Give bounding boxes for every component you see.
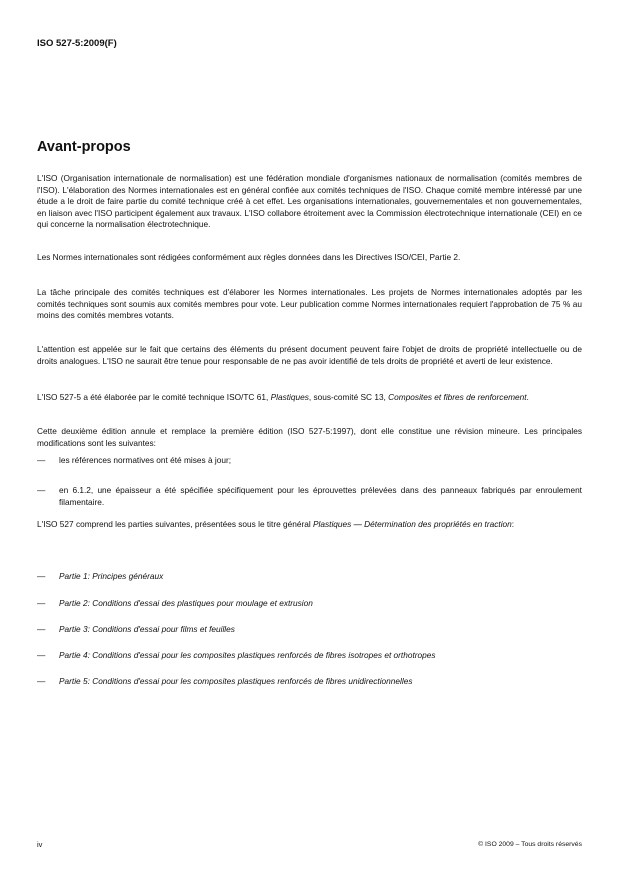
list-item [37, 455, 582, 467]
paragraph-parts [37, 519, 582, 531]
part-title: Partie 2: Conditions d'essai des plastiques pour moulage et extrusion [59, 598, 313, 608]
part-list-item [37, 598, 582, 610]
part-list-item [37, 650, 582, 662]
dash-bullet: — [37, 598, 46, 608]
part-list-item [37, 571, 582, 583]
document-id-header: ISO 527-5:2009(F) [37, 38, 117, 49]
list-item [37, 485, 582, 508]
dash-bullet: — [37, 650, 46, 660]
list-item-text: en 6.1.2, une épaisseur a été spécifiée spécifiquement pour les éprouvettes prélevées dans des panneaux fabriqués par enroulement filamentaire. [59, 485, 582, 507]
text: L'ISO 527-5 a été élaborée par le comité technique ISO/TC 61, [37, 392, 271, 402]
page-number: iv [37, 840, 43, 849]
italic-text: Plastiques [270, 392, 309, 402]
paragraph-committee [37, 392, 582, 404]
part-title: Partie 1: Principes généraux [59, 571, 164, 581]
dash-bullet: — [37, 455, 46, 465]
dash-bullet: — [37, 571, 46, 581]
text: L'ISO 527 comprend les parties suivantes, présentées sous le titre général [37, 519, 313, 529]
italic-text: Plastiques — Détermination des propriétés en traction [313, 519, 512, 529]
part-title: Partie 3: Conditions d'essai pour films et feuilles [59, 624, 235, 634]
dash-bullet: — [37, 485, 46, 495]
italic-text: Composites et fibres de renforcement [388, 392, 527, 402]
part-list-item [37, 676, 582, 688]
dash-bullet: — [37, 624, 46, 634]
text: . [526, 392, 529, 402]
paragraph-technical-committees: La tâche principale des comités techniques est d'élaborer les Normes internationales. Les projets de Normes internationales adoptés par les comités techniques sont soumis aux comités membres pour vote. Leur publication comme Normes internationales requiert l'approbation de 75 % au moins des comités membres votants. [37, 287, 582, 321]
dash-bullet: — [37, 676, 46, 686]
part-title: Partie 4: Conditions d'essai pour les composites plastiques renforcés de fibres isotropes et orthotropes [59, 650, 436, 660]
copyright-notice: © ISO 2009 – Tous droits réservés [478, 841, 582, 848]
paragraph-directives: Les Normes internationales sont rédigées conformément aux règles données dans les Directives ISO/CEI, Partie 2. [37, 252, 461, 262]
part-list-item [37, 624, 582, 636]
paragraph-iso-intro: L'ISO (Organisation internationale de normalisation) est une fédération mondiale d'organismes nationaux de normalisation (comités membres de l'ISO). L'élaboration des Normes internationales est en général confiée aux comités techniques de l'ISO. Chaque comité membre intéressé par une étude a le droit de faire partie du comité technique créé à cet effet. Les organisations internationales, gouvernementales et non gouvernementales, en liaison avec l'ISO participent également aux travaux. L'ISO collabore étroitement avec la Commission électrotechnique internationale (CEI) en ce qui concerne la normalisation électrotechnique. [37, 173, 582, 230]
text: : [511, 519, 515, 529]
paragraph-patent-rights: L'attention est appelée sur le fait que certains des éléments du présent document peuvent faire l'objet de droits de propriété intellectuelle ou de droits analogues. L'ISO ne saurait être tenue pour responsable de ne pas avoir identifié de tels droits de propriété et averti de leur existence. [37, 344, 582, 366]
list-item-text: les références normatives ont été mises à jour; [59, 455, 232, 465]
text: , sous-comité SC 13, [308, 392, 389, 402]
section-title: Avant-propos [37, 139, 131, 155]
paragraph-edition: Cette deuxième édition annule et remplace la première édition (ISO 527-5:1997), dont elle constitue une révision mineure. Les principales modifications sont les suivantes: [37, 426, 582, 448]
part-title: Partie 5: Conditions d'essai pour les composites plastiques renforcés de fibres unidirectionnelles [59, 676, 413, 686]
